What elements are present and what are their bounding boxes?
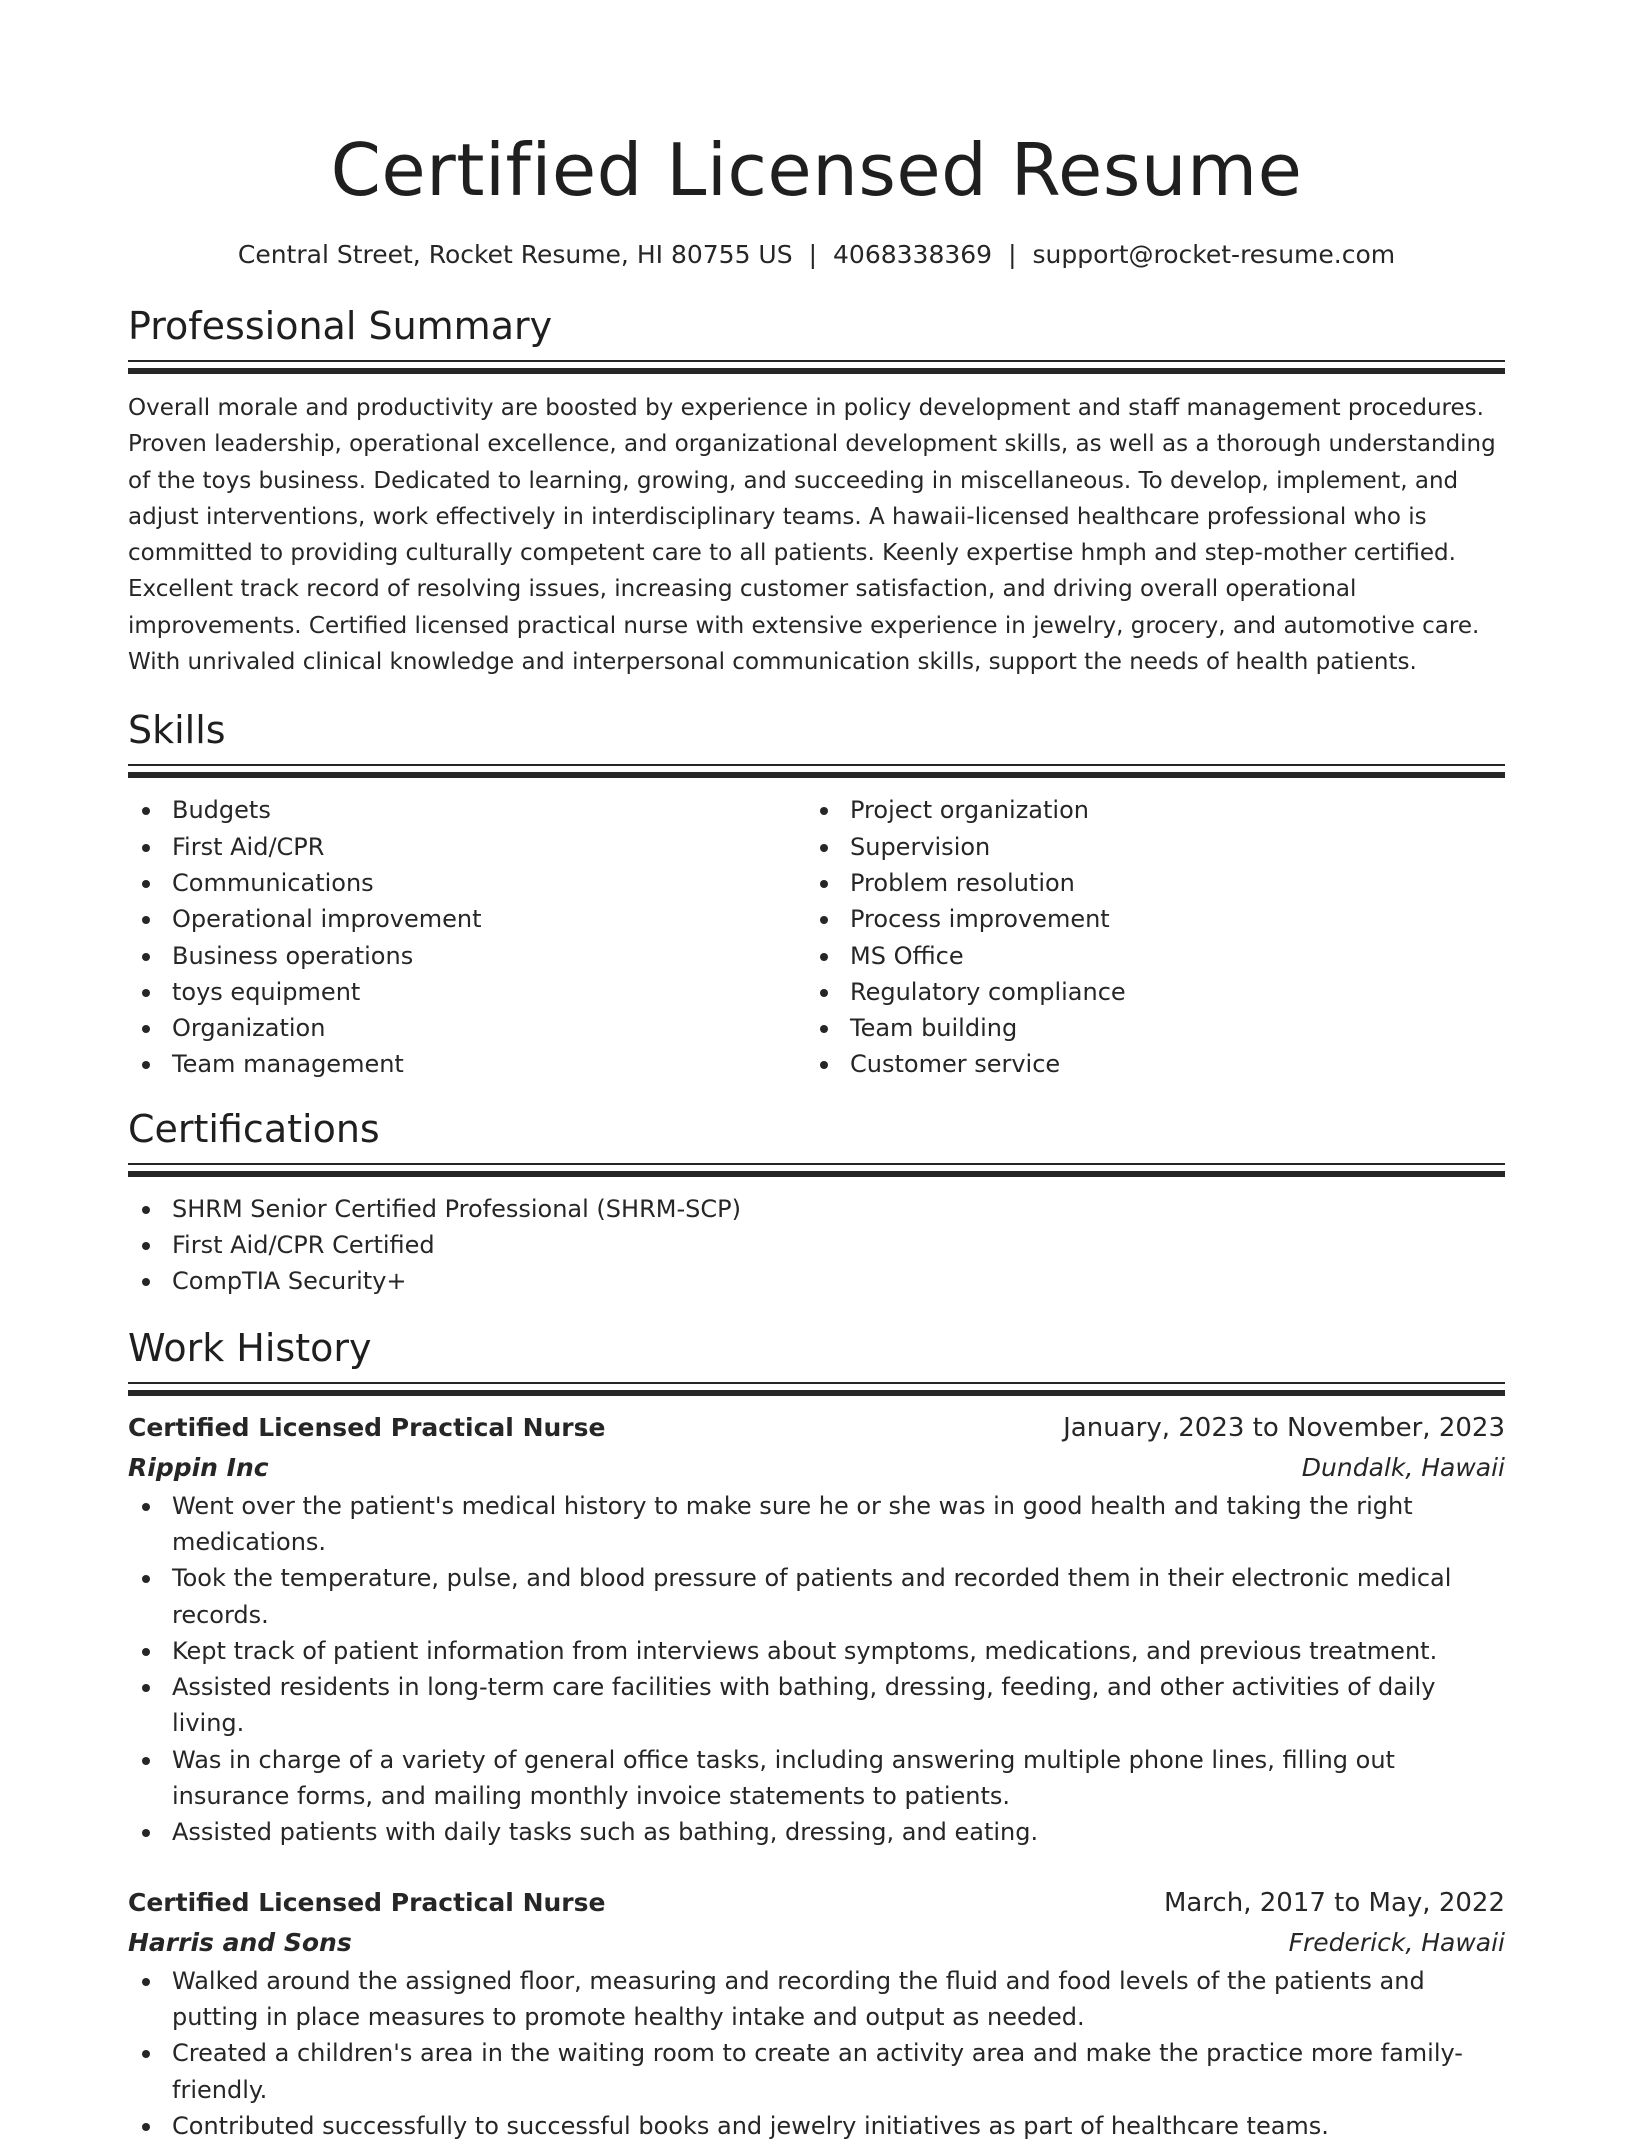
certification-item: SHRM Senior Certified Professional (SHRM-SCP)	[128, 1191, 1505, 1227]
job-duties-list	[128, 1488, 1505, 1851]
section-divider	[128, 764, 1505, 766]
skill-item: Problem resolution	[806, 865, 1484, 901]
job-dates: March, 2017 to May, 2022	[1163, 1887, 1505, 1918]
job-entry	[128, 1883, 1505, 2144]
skill-item: Operational improvement	[128, 901, 806, 937]
job-header-row	[128, 1408, 1505, 1448]
skill-item: MS Office	[806, 938, 1484, 974]
contact-email: support@rocket-resume.com	[1032, 240, 1396, 269]
contact-address: Central Street, Rocket Resume, HI 80755 US	[237, 240, 793, 269]
skills-list-left	[128, 792, 806, 1082]
section-divider	[128, 1390, 1505, 1396]
job-duty-item: Went over the patient's medical history to make sure he or she was in good health and taking the right medications.	[128, 1488, 1505, 1561]
skill-item: Team building	[806, 1010, 1484, 1046]
skills-section	[128, 706, 1505, 1082]
contact-separator: |	[808, 240, 818, 269]
job-location: Dundalk, Hawaii	[1301, 1452, 1505, 1482]
job-title: Certified Licensed Practical Nurse	[128, 1887, 606, 1917]
skill-item: toys equipment	[128, 974, 806, 1010]
job-dates: January, 2023 to November, 2023	[1063, 1412, 1505, 1443]
section-divider	[128, 1163, 1505, 1165]
job-duty-item: Kept track of patient information from interviews about symptoms, medications, and previous treatment.	[128, 1633, 1505, 1669]
section-divider	[128, 772, 1505, 778]
skills-list-right	[806, 792, 1484, 1082]
resume-content	[128, 122, 1505, 2144]
job-duty-item: Contributed successfully to successful books and jewelry initiatives as part of healthcare teams.	[128, 2108, 1505, 2144]
certification-item: First Aid/CPR Certified	[128, 1227, 1505, 1263]
contact-phone: 4068338369	[833, 240, 993, 269]
job-duty-item: Took the temperature, pulse, and blood pressure of patients and recorded them in their electronic medical records.	[128, 1560, 1505, 1633]
job-duty-item: Created a children's area in the waiting room to create an activity area and make the practice more family-friendly.	[128, 2035, 1505, 2108]
certifications-list	[128, 1191, 1505, 1300]
section-divider	[128, 360, 1505, 362]
job-duty-item: Was in charge of a variety of general office tasks, including answering multiple phone lines, filling out insurance forms, and mailing monthly invoice statements to patients.	[128, 1742, 1505, 1815]
skill-item: Customer service	[806, 1046, 1484, 1082]
job-duty-item: Walked around the assigned floor, measuring and recording the fluid and food levels of the patients and putting in place measures to promote healthy intake and output as needed.	[128, 1963, 1505, 2036]
section-divider	[128, 1382, 1505, 1384]
job-company-row	[128, 1448, 1505, 1488]
job-entry	[128, 1408, 1505, 1851]
certifications-section	[128, 1105, 1505, 1300]
skills-columns	[128, 792, 1505, 1082]
job-location: Frederick, Hawaii	[1288, 1927, 1505, 1957]
job-duty-item: Assisted patients with daily tasks such as bathing, dressing, and eating.	[128, 1814, 1505, 1850]
job-company-row	[128, 1923, 1505, 1963]
skill-item: Budgets	[128, 792, 806, 828]
skill-item: Team management	[128, 1046, 806, 1082]
skill-item: Supervision	[806, 829, 1484, 865]
skill-item: Process improvement	[806, 901, 1484, 937]
job-duties-list	[128, 1963, 1505, 2144]
skill-item: Business operations	[128, 938, 806, 974]
skills-heading: Skills	[128, 708, 226, 753]
summary-text: Overall morale and productivity are boosted by experience in policy development and staff management procedures. Proven leadership, operational excellence, and organizational development skills, as well as a thorough understanding of the toys business. Dedicated to learning, growing, and succeeding in miscellaneous. To develop, implement, and adjust interventions, work effectively in interdisciplinary teams. A hawaii-licensed healthcare professional who is committed to providing culturally competent care to all patients. Keenly expertise hmph and step-mother certified. Excellent track record of resolving issues, increasing customer satisfaction, and driving overall operational improvements. Certified licensed practical nurse with extensive experience in jewelry, grocery, and automotive care. With unrivaled clinical knowledge and interpersonal communication skills, support the needs of health patients.	[128, 395, 1496, 676]
section-divider	[128, 368, 1505, 374]
job-company: Harris and Sons	[128, 1927, 352, 1957]
job-company: Rippin Inc	[128, 1452, 269, 1482]
skill-item: Regulatory compliance	[806, 974, 1484, 1010]
skill-item: First Aid/CPR	[128, 829, 806, 865]
certification-item: CompTIA Security+	[128, 1263, 1505, 1299]
summary-heading: Professional Summary	[128, 304, 553, 348]
resume-title: Certified Licensed Resume	[330, 128, 1303, 212]
contact-line	[128, 238, 1505, 272]
skill-item: Organization	[128, 1010, 806, 1046]
job-duty-item: Assisted residents in long-term care facilities with bathing, dressing, feeding, and other activities of daily living.	[128, 1669, 1505, 1742]
skill-item: Project organization	[806, 792, 1484, 828]
job-header-row	[128, 1883, 1505, 1923]
certifications-heading: Certifications	[128, 1106, 380, 1151]
work-history-section	[128, 1324, 1505, 2144]
skill-item: Communications	[128, 865, 806, 901]
job-title: Certified Licensed Practical Nurse	[128, 1412, 606, 1442]
summary-section	[128, 302, 1505, 680]
contact-separator: |	[1008, 240, 1017, 269]
work-history-heading: Work History	[128, 1325, 372, 1370]
section-divider	[128, 1171, 1505, 1177]
